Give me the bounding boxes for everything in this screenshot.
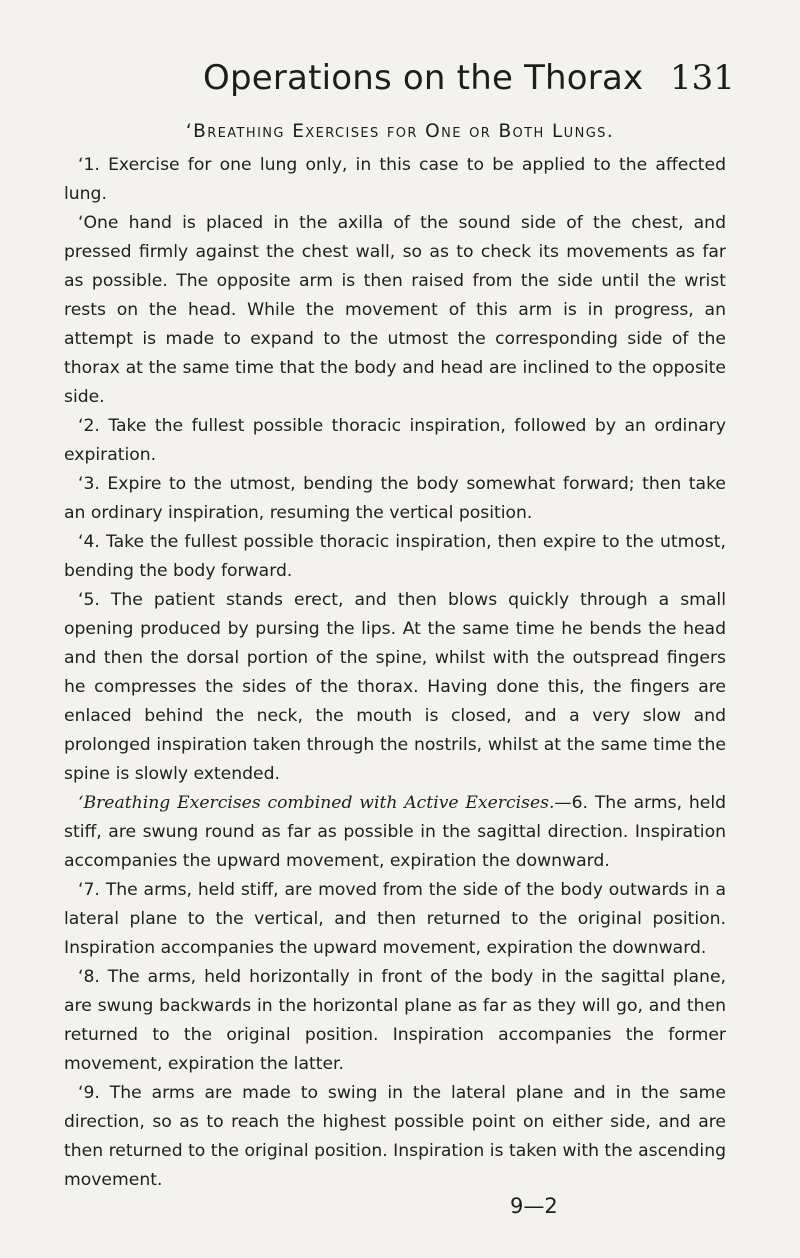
running-title: Operations on the Thorax [203, 58, 644, 98]
paragraph-exercise-7 [64, 876, 726, 963]
paragraph-exercise-1 [64, 151, 726, 209]
paragraph-text: ‘4. Take the fullest possible thoracic inspiration, then expire to the utmost, bending the body forward. [64, 532, 726, 581]
page-number: 131 [670, 58, 735, 98]
paragraph-text: ‘5. The patient stands erect, and then blows quickly through a small opening produced by pursing the lips. At the same time he bends the head and then the dorsal portion of the spine, whilst with the outspread fingers he compresses the sides of the thorax. Having done this, the fingers are enlaced behind the neck, the mouth is closed, and a very slow and prolonged inspiration taken through the nostrils, whilst at the same time the spine is slowly extended. [64, 590, 726, 784]
paragraph-text: ‘3. Expire to the utmost, bending the body somewhat forward; then take an ordinary inspiration, resuming the vertical position. [64, 474, 726, 523]
subsection-lead: ‘Breathing Exercises combined with Active Exercises. [78, 793, 555, 813]
paragraph-text: ‘7. The arms, held stiff, are moved from the side of the body outwards in a lateral plane to the vertical, and then returned to the original position. Inspiration accompanies the upward movement, expiration the downward. [64, 880, 726, 958]
paragraph-exercise-9 [64, 1079, 726, 1195]
running-head [0, 56, 800, 106]
paragraph-text: —6. The arms, held stiff, are swung round as far as possible in the sagittal direction. Inspiration accompanies the upward movement, expiration the downward. [64, 793, 726, 871]
signature-mark: 9—2 [510, 1194, 558, 1218]
paragraph-exercise-8 [64, 963, 726, 1079]
paragraph-exercise-5 [64, 586, 726, 789]
paragraph-text: ‘9. The arms are made to swing in the lateral plane and in the same direction, so as to reach the highest possible point on either side, and are then returned to the original position. Inspiration is taken with the ascending movement. [64, 1083, 726, 1190]
paragraph-text: ‘2. Take the fullest possible thoracic inspiration, followed by an ordinary expiration. [64, 416, 726, 465]
paragraph-exercise-6 [64, 789, 726, 876]
paragraph-text: ‘One hand is placed in the axilla of the sound side of the chest, and pressed firmly against the chest wall, so as to check its movements as far as possible. The opposite arm is then raised from the side until the wrist rests on the head. While the movement of this arm is in progress, an attempt is made to expand to the utmost the corresponding side of the thorax at the same time that the body and head are inclined to the opposite side. [64, 213, 726, 407]
paragraph-one-hand [64, 209, 726, 412]
paragraph-text: ‘1. Exercise for one lung only, in this case to be applied to the affected lung. [64, 155, 726, 204]
body-text [64, 151, 726, 1195]
paragraph-exercise-4 [64, 528, 726, 586]
section-heading: ‘Breathing Exercises for One or Both Lungs. [185, 121, 615, 142]
paragraph-exercise-2 [64, 412, 726, 470]
paragraph-text: ‘8. The arms, held horizontally in front of the body in the sagittal plane, are swung backwards in the horizontal plane as far as they will go, and then returned to the original position. Inspiration accompanies the former movement, expiration the latter. [64, 967, 726, 1074]
paragraph-exercise-3 [64, 470, 726, 528]
